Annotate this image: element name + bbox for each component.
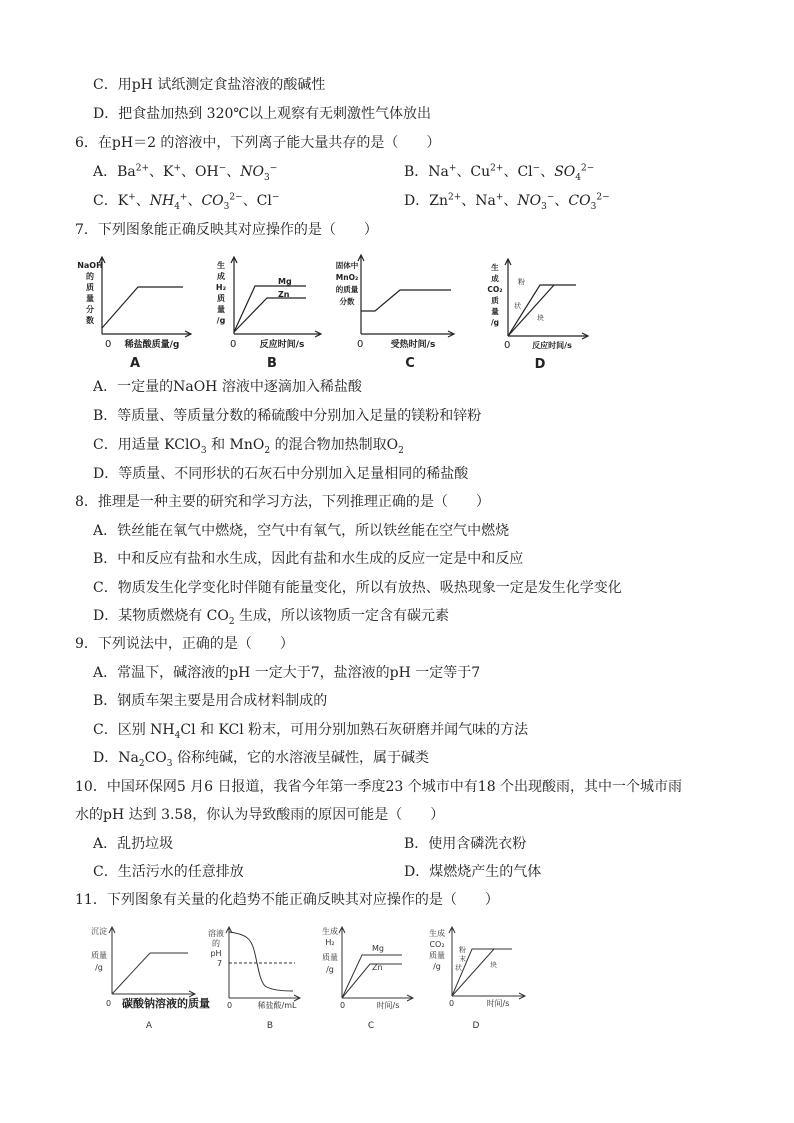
svg-text:质: 质 [491, 296, 499, 305]
q7-figure-a [77, 254, 195, 374]
xlabel: 稀盐酸质量/g [124, 340, 180, 350]
q8-option-a: A．铁丝能在氧气中燃烧，空气中有氧气，所以铁丝能在空气中燃烧 [93, 523, 510, 539]
ylabel-1: NaOH [77, 261, 103, 270]
svg-text:粉: 粉 [518, 278, 525, 286]
svg-text:/g: /g [490, 318, 500, 327]
svg-text:pH: pH [210, 949, 222, 958]
figure-letter: A [129, 356, 141, 371]
q7-stem: 7．下列图象能正确反映其对应操作的是（ ） [75, 222, 378, 238]
svg-text:D: D [534, 357, 546, 372]
q7-option-a: A．一定量的NaOH 溶液中逐滴加入稀盐酸 [93, 379, 362, 395]
q9-option-b: B．钢质车架主要是用合成材料制成的 [93, 693, 328, 709]
q7-figure-b [210, 254, 325, 374]
svg-text:成: 成 [217, 272, 225, 281]
svg-text:成: 成 [491, 274, 499, 283]
svg-text:状: 状 [455, 964, 462, 972]
ylabel-6: 数 [86, 316, 94, 325]
svg-text:反应时间/s: 反应时间/s [532, 341, 572, 350]
svg-text:0: 0 [106, 999, 112, 1008]
svg-text:稀盐酸/mL: 稀盐酸/mL [257, 1001, 297, 1010]
q11-figure-b [205, 922, 305, 1034]
q11-stem: 11．下列图象有关量的化趋势不能正确反映其对应操作的是（ ） [75, 892, 499, 908]
q10-option-b: B．使用含磷洗衣粉 [404, 836, 527, 852]
q9-option-c: C．区别 $NH_4Cl$ 和 KCl 粉末，可用分别加熟石灰研磨并闻气味的方法 [93, 722, 529, 741]
svg-text:分数: 分数 [339, 297, 355, 306]
svg-text:反应时间/s: 反应时间/s [259, 340, 305, 350]
q9-option-a: A．常温下，碱溶液的pH 一定大于7，盐溶液的pH 一定等于7 [93, 665, 481, 681]
svg-text:0: 0 [449, 999, 455, 1008]
svg-text:质量: 质量 [91, 951, 107, 960]
q6-option-c: C．K+、$NH_4^+$、$CO_3^{2-}$、Cl− [93, 192, 280, 212]
q10-stem-line2: 水的pH 达到 3.58，你认为导致酸雨的原因可能是（ ） [75, 807, 445, 823]
svg-text:B: B [267, 356, 277, 371]
svg-text:生成: 生成 [429, 929, 445, 938]
svg-text:量: 量 [217, 305, 225, 314]
q6-option-a: A．$Ba^{2+}$、K+、OH−、$NO_3^-$ [93, 163, 278, 183]
q10-option-a: A．乱扔垃圾 [93, 836, 174, 852]
svg-text:质量: 质量 [322, 953, 338, 962]
svg-text:生: 生 [491, 263, 499, 272]
q7-figure-d [482, 256, 592, 374]
q10-option-d: D．煤燃烧产生的气体 [404, 864, 542, 880]
q8-stem: 8．推理是一种主要的研究和学习方法，下列推理正确的是（ ） [75, 494, 490, 510]
svg-text:受热时间/s: 受热时间/s [390, 340, 436, 350]
svg-text:MnO₂: MnO₂ [335, 273, 359, 282]
svg-text:0: 0 [357, 339, 364, 350]
svg-text:0: 0 [504, 340, 511, 351]
svg-text:块: 块 [537, 314, 544, 322]
q8-option-d: D．某物质燃烧有 $CO_2$ 生成，所以该物质一定含有碳元素 [93, 608, 450, 627]
svg-text:的质量: 的质量 [335, 285, 359, 294]
svg-text:质: 质 [217, 294, 225, 303]
svg-text:B: B [266, 1021, 274, 1031]
zn-label: Zn [278, 290, 290, 299]
svg-text:固体中: 固体中 [335, 261, 359, 270]
q8-option-c: C．物质发生化学变化时伴随有能量变化，所以有放热、吸热现象一定是发生化学变化 [93, 580, 622, 596]
svg-text:生: 生 [217, 261, 225, 270]
svg-text:末: 末 [459, 955, 466, 963]
q5-option-c: C．用pH 试纸测定食盐溶液的酸碱性 [93, 77, 326, 93]
q7-option-d: D．等质量、不同形状的石灰石中分别加入足量相同的稀盐酸 [93, 466, 469, 482]
q6-stem: 6．在pH＝2 的溶液中，下列离子能大量共存的是（ ） [75, 135, 441, 151]
svg-text:0: 0 [230, 339, 237, 350]
svg-text:H₂: H₂ [325, 938, 335, 947]
svg-text:状: 状 [514, 302, 521, 310]
svg-text:量: 量 [491, 307, 499, 316]
ylabel-2: 的 [86, 272, 94, 281]
q9-option-d: D．$Na_2CO_3$ 俗称纯碱，它的水溶液呈碱性，属于碱类 [93, 750, 429, 769]
q6-option-d: D．$Zn^{2+}$、Na+、$NO_3^-$、$CO_3^{2-}$ [404, 192, 610, 212]
svg-text:C: C [367, 1021, 375, 1031]
q6-option-b: B．Na+、$Cu^{2+}$、Cl−、$SO_4^{2-}$ [404, 163, 595, 183]
mg-label: Mg [278, 277, 292, 286]
svg-text:块: 块 [490, 961, 497, 969]
svg-text:溶液: 溶液 [208, 929, 224, 938]
origin: 0 [105, 339, 112, 350]
svg-text:/g: /g [95, 963, 103, 972]
svg-text:/g: /g [216, 316, 226, 325]
svg-text:CO₂: CO₂ [487, 285, 503, 294]
svg-text:0: 0 [227, 1001, 233, 1010]
q7-option-b: B．等质量、等质量分数的稀硫酸中分别加入足量的镁粉和锌粉 [93, 408, 482, 424]
q7-option-c: C．用适量 KClO$_3$ 和 MnO$_2$ 的混合物加热制取$O_2$ [93, 437, 404, 456]
svg-text:/g: /g [326, 965, 334, 974]
svg-text:时间/s: 时间/s [376, 1001, 400, 1010]
svg-text:沉淀: 沉淀 [91, 927, 107, 936]
svg-text:A: A [145, 1021, 153, 1031]
q8-option-b: B．中和反应有盐和水生成，因此有盐和水生成的反应一定是中和反应 [93, 551, 524, 567]
svg-text:质量: 质量 [429, 951, 445, 960]
q7-figure-c [333, 250, 458, 374]
svg-text:0: 0 [340, 1001, 346, 1010]
q9-stem: 9．下列说法中，正确的是（ ） [75, 636, 294, 652]
q10-stem-line1: 10．中国环保网5 月6 日报道，我省今年第一季度23 个城市中有18 个出现酸雨，其中一个城市雨 [75, 779, 683, 795]
ylabel-5: 分 [86, 305, 94, 314]
q11-figure-c [318, 922, 418, 1034]
svg-text:Zn: Zn [372, 963, 383, 972]
ylabel-3: 质 [86, 283, 94, 292]
svg-text:时间/s: 时间/s [486, 999, 510, 1008]
svg-text:D: D [472, 1021, 480, 1031]
ylabel-4: 量 [86, 294, 94, 303]
svg-text:碳酸钠溶液的质量: 碳酸钠溶液的质量 [122, 997, 210, 1010]
svg-text:7: 7 [217, 959, 223, 968]
q10-option-c: C．生活污水的任意排放 [93, 864, 244, 880]
svg-text:/g: /g [433, 962, 441, 971]
svg-text:生成: 生成 [322, 927, 338, 936]
svg-text:C: C [405, 356, 415, 371]
svg-text:Mg: Mg [372, 944, 384, 953]
svg-text:粉: 粉 [459, 946, 466, 954]
q11-figure-a [82, 922, 217, 1034]
q11-figure-d [422, 922, 530, 1034]
svg-text:H₂: H₂ [215, 283, 227, 292]
svg-text:CO₂: CO₂ [429, 940, 445, 949]
q5-option-d: D．把食盐加热到 320℃以上观察有无刺激性气体放出 [93, 106, 432, 122]
svg-text:的: 的 [212, 939, 220, 948]
